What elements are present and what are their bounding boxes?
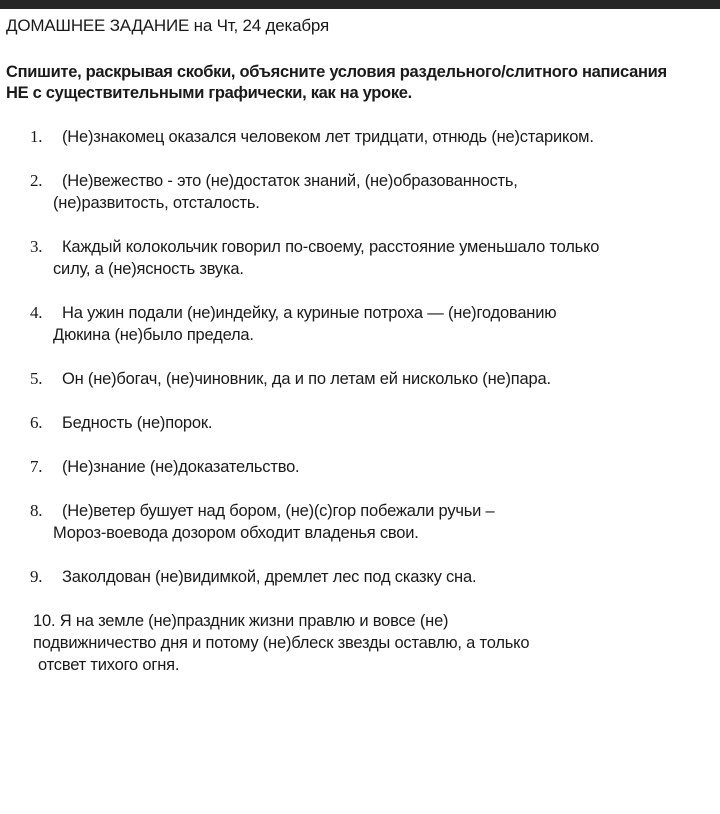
item-text: (Не)вежество - это (не)достаток знаний, (не)образованность, <box>62 172 518 190</box>
item-text-continued: Мороз-воевода дозором обходит владенья свои. <box>53 524 419 542</box>
item-text: (Не)знание (не)доказательство. <box>62 458 300 476</box>
item-text: Каждый колокольчик говорил по-своему, расстояние уменьшало только <box>62 238 600 256</box>
item-number: 8. <box>30 501 43 520</box>
list-item <box>30 412 212 434</box>
instructions <box>6 62 712 104</box>
list-item <box>30 368 551 390</box>
item-text: (Не)ветер бушует над бором, (не)(с)гор побежали ручьи – <box>62 502 495 520</box>
item-number: 4. <box>30 303 43 322</box>
page-title: ДОМАШНЕЕ ЗАДАНИЕ на Чт, 24 декабря <box>6 16 329 35</box>
list-item-10 <box>33 610 529 676</box>
item-number: 3. <box>30 237 43 256</box>
item-number: 9. <box>30 567 43 586</box>
instructions-line-2: НЕ с существительными графически, как на уроке. <box>6 84 412 102</box>
instructions-line-1: Спишите, раскрывая скобки, объясните условия раздельного/слитного написания <box>6 63 667 81</box>
item-number: 5. <box>30 369 43 388</box>
item-text: Бедность (не)порок. <box>62 414 213 432</box>
list-item <box>30 456 299 478</box>
list-item <box>30 500 495 544</box>
item-number: 1. <box>30 127 43 146</box>
item-10-line-2: подвижничество дня и потому (не)блеск звезды оставлю, а только <box>33 634 530 652</box>
item-number: 7. <box>30 457 43 476</box>
list-item <box>30 566 476 588</box>
item-text-continued: силу, а (не)ясность звука. <box>53 260 244 278</box>
list-item <box>30 302 556 346</box>
list-item <box>30 236 599 280</box>
item-10-line-3: отсвет тихого огня. <box>38 656 180 674</box>
item-text: Он (не)богач, (не)чиновник, да и по летам ей нисколько (не)пара. <box>62 370 551 388</box>
item-text: На ужин подали (не)индейку, а куриные потроха — (не)годованию <box>62 304 557 322</box>
list-item <box>30 170 518 214</box>
item-10-line-1: 10. Я на земле (не)праздник жизни правлю и вовсе (не) <box>33 612 449 630</box>
item-number: 2. <box>30 171 43 190</box>
top-bar <box>0 0 720 9</box>
list-item <box>30 126 594 148</box>
item-text: Заколдован (не)видимкой, дремлет лес под сказку сна. <box>62 568 477 586</box>
item-text-continued: Дюкина (не)было предела. <box>53 326 254 344</box>
item-number: 6. <box>30 413 43 432</box>
item-text-continued: (не)развитость, отсталость. <box>53 194 260 212</box>
item-text: (Не)знакомец оказался человеком лет тридцати, отнюдь (не)стариком. <box>62 128 594 146</box>
